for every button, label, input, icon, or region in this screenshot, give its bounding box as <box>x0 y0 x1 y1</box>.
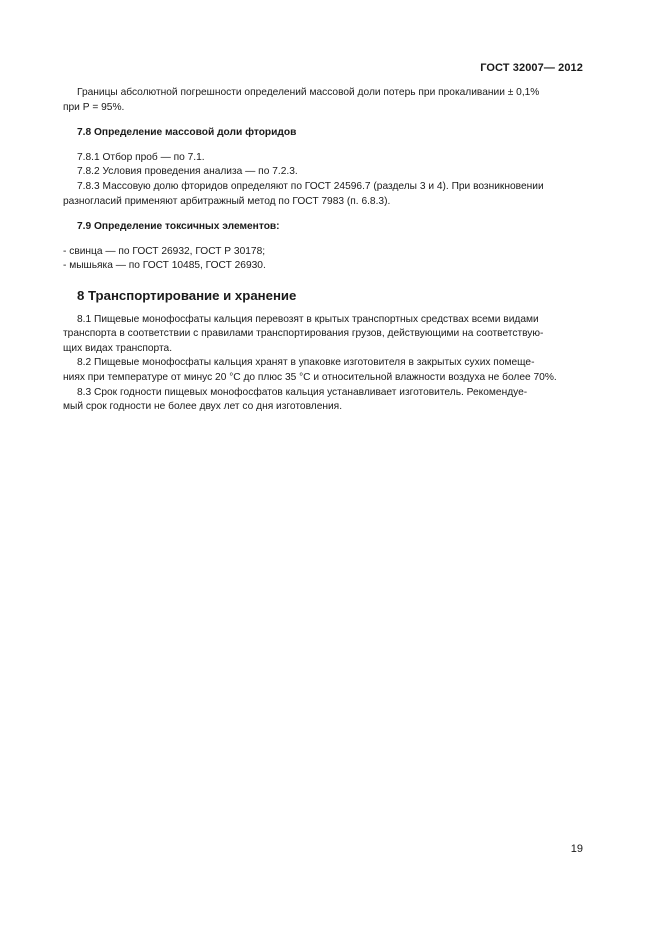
intro-line-2: при Р = 95%. <box>63 101 125 113</box>
item-7-8-3-cont: разногласий применяют арбитражный метод по ГОСТ 7983 (п. 6.8.3). <box>63 195 391 207</box>
para-8-3-line-2: мый срок годности не более двух лет со дня изготовления. <box>63 401 343 413</box>
para-8-3-line-1: 8.3 Срок годности пищевых монофосфатов кальция устанавливает изготовитель. Рекомендуе- <box>77 386 528 398</box>
item-7-8-3: 7.8.3 Массовую долю фторидов определяют по ГОСТ 24596.7 (разделы 3 и 4). При возникновении <box>77 180 544 192</box>
intro-line-1: Границы абсолютной погрешности определений массовой доли потерь при прокаливании ± 0,1% <box>77 87 540 98</box>
standard-header: ГОСТ 32007— 2012 <box>480 62 583 74</box>
list-item-arsenic: - мышьяка — по ГОСТ 10485, ГОСТ 26930. <box>63 260 266 272</box>
para-8-1-line-3: щих видах транспорта. <box>63 342 173 354</box>
list-item-lead: - свинца — по ГОСТ 26932, ГОСТ Р 30178; <box>63 245 266 257</box>
para-8-2-line-1: 8.2 Пищевые монофосфаты кальция хранят в упаковке изготовителя в закрытых сухих помеще- <box>77 357 535 369</box>
heading-7-9: 7.9 Определение токсичных элементов: <box>77 221 280 233</box>
heading-section-8: 8 Транспортирование и хранение <box>77 287 297 303</box>
page-number: 19 <box>570 843 583 855</box>
para-8-1-line-1: 8.1 Пищевые монофосфаты кальция перевозят в крытых транспортных средствах всеми видами <box>77 313 539 325</box>
item-7-8-2: 7.8.2 Условия проведения анализа — по 7.2.3. <box>77 166 298 178</box>
heading-7-8: 7.8 Определение массовой доли фторидов <box>77 127 297 139</box>
item-7-8-1: 7.8.1 Отбор проб — по 7.1. <box>77 151 205 163</box>
para-8-1-line-2: транспорта в соответствии с правилами транспортирования грузов, действующими на соответствую- <box>63 328 544 340</box>
para-8-2-line-2: ниях при температуре от минус 20 °С до плюс 35 °С и относительной влажности воздуха не более 70%. <box>63 371 557 383</box>
page-content <box>63 86 583 415</box>
